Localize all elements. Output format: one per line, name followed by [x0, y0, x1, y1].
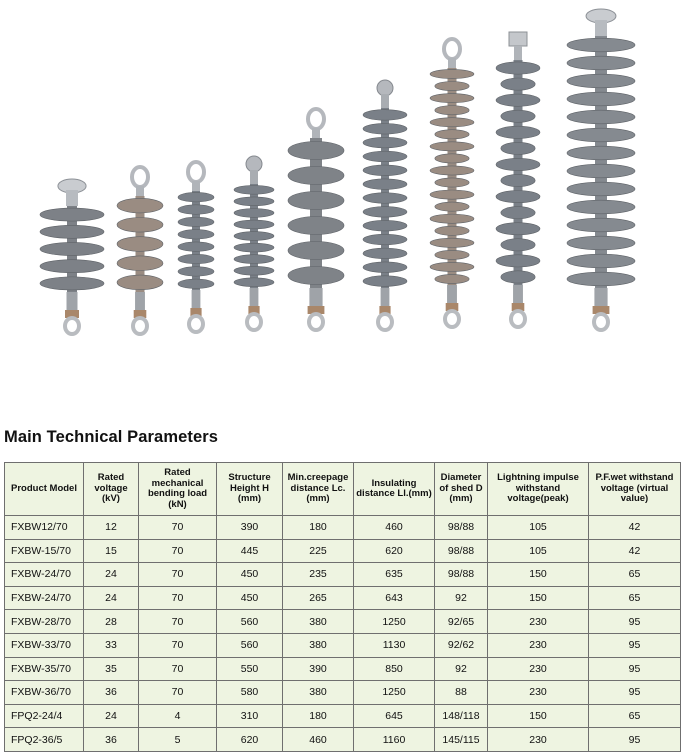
cell-insulating-distance: 850 [354, 657, 435, 681]
insulator-shed [435, 250, 469, 259]
cell-lightning-impulse: 230 [488, 681, 589, 705]
insulator-shed [501, 174, 535, 186]
insulator-shed [234, 185, 274, 194]
cell-pf-wet-withstand: 95 [589, 633, 681, 657]
insulator-shed [288, 217, 344, 235]
insulator-shed [178, 230, 214, 239]
insulator-shed [567, 92, 635, 106]
insulator-shed [234, 208, 274, 217]
cell-bending-load: 4 [139, 704, 217, 728]
cell-structure-height: 390 [217, 516, 283, 540]
insulator-shed [567, 236, 635, 250]
cell-shed-diameter: 88 [435, 681, 488, 705]
insulator-shed [567, 254, 635, 268]
insulator-shed [234, 266, 274, 275]
cell-insulating-distance: 1250 [354, 681, 435, 705]
insulator-shed [496, 191, 540, 203]
insulator-shed [430, 238, 474, 247]
table-row [5, 681, 681, 705]
insulator-shed [501, 271, 535, 283]
table-row [5, 516, 681, 540]
cell-insulating-distance: 635 [354, 563, 435, 587]
insulator-shed [430, 262, 474, 271]
insulator-core-rod [514, 60, 523, 285]
cell-pf-wet-withstand: 65 [589, 563, 681, 587]
end-fitting [312, 128, 320, 138]
end-fitting [136, 186, 144, 196]
cell-model: FXBW-24/70 [5, 563, 84, 587]
insulator-shed [178, 217, 214, 226]
insulator-shed [501, 207, 535, 219]
cell-insulating-distance: 1250 [354, 610, 435, 634]
insulator-shed [234, 197, 274, 206]
cell-rated-voltage: 28 [84, 610, 139, 634]
end-fitting [594, 288, 607, 306]
cell-lightning-impulse: 105 [488, 539, 589, 563]
cell-shed-diameter: 98/88 [435, 563, 488, 587]
section-title: Main Technical Parameters [4, 428, 219, 446]
insulator-shed [501, 78, 535, 90]
cell-rated-voltage: 24 [84, 563, 139, 587]
cell-shed-diameter: 98/88 [435, 539, 488, 563]
insulator-shed [567, 200, 635, 214]
cell-pf-wet-withstand: 95 [589, 610, 681, 634]
insulator-shed [178, 205, 214, 214]
end-fitting [247, 314, 261, 330]
insulator-shed [435, 178, 469, 187]
table-row [5, 563, 681, 587]
cell-model: FPQ2-36/5 [5, 728, 84, 752]
cell-rated-voltage: 15 [84, 539, 139, 563]
insulator-shed [178, 279, 214, 288]
cell-lightning-impulse: 150 [488, 704, 589, 728]
cell-lightning-impulse: 150 [488, 563, 589, 587]
cell-creepage-distance: 460 [283, 728, 354, 752]
cell-creepage-distance: 235 [283, 563, 354, 587]
insulator-shed [496, 62, 540, 74]
cell-pf-wet-withstand: 65 [589, 704, 681, 728]
insulator-shed [435, 226, 469, 235]
insulator-shed [496, 223, 540, 235]
insulator-shed [567, 164, 635, 178]
end-fitting [132, 167, 148, 187]
insulator-shed [288, 267, 344, 285]
insulator-shed [178, 254, 214, 263]
insulator-shed [430, 142, 474, 151]
header-shed-diameter: Diameter of shed D (mm) [435, 463, 488, 516]
cell-bending-load: 70 [139, 657, 217, 681]
cell-pf-wet-withstand: 95 [589, 657, 681, 681]
cell-pf-wet-withstand: 95 [589, 681, 681, 705]
header-insulating-distance: Insulating distance Ll.(mm) [354, 463, 435, 516]
table-row [5, 586, 681, 610]
cell-structure-height: 620 [217, 728, 283, 752]
end-fitting [509, 32, 527, 46]
end-fitting [192, 290, 201, 308]
end-fitting [514, 46, 522, 60]
cell-lightning-impulse: 230 [488, 610, 589, 634]
insulator-shed [363, 165, 407, 176]
insulator-shed [567, 182, 635, 196]
cell-creepage-distance: 380 [283, 681, 354, 705]
cell-rated-voltage: 12 [84, 516, 139, 540]
end-fitting [445, 311, 459, 327]
cell-structure-height: 550 [217, 657, 283, 681]
insulator-shed [117, 198, 163, 213]
cell-insulating-distance: 1160 [354, 728, 435, 752]
insulator-core-rod [310, 138, 322, 288]
cell-creepage-distance: 390 [283, 657, 354, 681]
technical-parameters-table [4, 462, 681, 752]
cell-insulating-distance: 643 [354, 586, 435, 610]
end-fitting [133, 318, 147, 334]
table-row [5, 704, 681, 728]
cell-lightning-impulse: 230 [488, 728, 589, 752]
insulator-shed [496, 126, 540, 138]
end-fitting [250, 288, 259, 306]
insulator-shed [288, 242, 344, 260]
insulator-shed [435, 82, 469, 91]
insulator-shed [234, 278, 274, 287]
insulator-shed [178, 242, 214, 251]
insulator-shed [40, 242, 104, 255]
table-row [5, 633, 681, 657]
cell-model: FXBW12/70 [5, 516, 84, 540]
header-rated-voltage: Rated voltage (kV) [84, 463, 139, 516]
cell-shed-diameter: 92 [435, 586, 488, 610]
cell-shed-diameter: 92/65 [435, 610, 488, 634]
cell-shed-diameter: 92 [435, 657, 488, 681]
insulator-shed [363, 207, 407, 218]
insulator-shed [567, 56, 635, 70]
header-creepage-distance: Min.creepage distance Lc.(mm) [283, 463, 354, 516]
cell-insulating-distance: 645 [354, 704, 435, 728]
cell-shed-diameter: 148/118 [435, 704, 488, 728]
cell-creepage-distance: 380 [283, 633, 354, 657]
insulator-shed [430, 190, 474, 199]
insulator-shed [363, 137, 407, 148]
insulator-product-photo [0, 0, 684, 350]
table-row [5, 728, 681, 752]
end-fitting [308, 109, 324, 129]
insulator-shed [567, 110, 635, 124]
insulator-shed [430, 166, 474, 175]
end-fitting [66, 190, 78, 206]
insulator-shed [363, 110, 407, 121]
cell-structure-height: 450 [217, 563, 283, 587]
cell-bending-load: 70 [139, 586, 217, 610]
cell-structure-height: 560 [217, 610, 283, 634]
insulator-shed [117, 218, 163, 233]
cell-bending-load: 70 [139, 681, 217, 705]
end-fitting [377, 80, 393, 96]
end-fitting [65, 318, 79, 334]
cell-insulating-distance: 1130 [354, 633, 435, 657]
end-fitting [378, 314, 392, 330]
end-fitting [444, 39, 460, 59]
cell-pf-wet-withstand: 65 [589, 586, 681, 610]
cell-model: FXBW-35/70 [5, 657, 84, 681]
insulator-shed [435, 106, 469, 115]
cell-pf-wet-withstand: 95 [589, 728, 681, 752]
insulator-shed [567, 38, 635, 52]
insulator-shed [501, 142, 535, 154]
cell-model: FXBW-24/70 [5, 586, 84, 610]
insulator-shed [435, 274, 469, 283]
insulator-shed [234, 255, 274, 264]
insulator-shed [234, 232, 274, 241]
cell-rated-voltage: 24 [84, 586, 139, 610]
insulator-shed [363, 262, 407, 273]
insulator-core-rod [595, 36, 607, 288]
insulator-shed [363, 193, 407, 204]
cell-creepage-distance: 180 [283, 704, 354, 728]
end-fitting [246, 156, 262, 172]
cell-bending-load: 70 [139, 633, 217, 657]
insulator-shed [288, 192, 344, 210]
end-fitting [67, 292, 78, 310]
insulator-shed [363, 151, 407, 162]
insulator-shed [496, 158, 540, 170]
insulator-shed [288, 167, 344, 185]
cell-creepage-distance: 180 [283, 516, 354, 540]
cell-model: FPQ2-24/4 [5, 704, 84, 728]
header-pf-wet-withstand: P.F.wet withstand voltage (virtual value) [589, 463, 681, 516]
insulator-shed [435, 130, 469, 139]
cell-lightning-impulse: 230 [488, 633, 589, 657]
cell-structure-height: 580 [217, 681, 283, 705]
insulator-shed [363, 248, 407, 259]
insulator-shed [117, 275, 163, 290]
cell-rated-voltage: 36 [84, 681, 139, 705]
insulator-shed [363, 179, 407, 190]
cell-lightning-impulse: 230 [488, 657, 589, 681]
cell-insulating-distance: 460 [354, 516, 435, 540]
table-row [5, 539, 681, 563]
insulator-shed [40, 277, 104, 290]
insulator-shed [40, 208, 104, 221]
end-fitting [448, 58, 456, 68]
insulator-shed [567, 74, 635, 88]
cell-structure-height: 445 [217, 539, 283, 563]
end-fitting [513, 285, 523, 303]
cell-rated-voltage: 36 [84, 728, 139, 752]
cell-insulating-distance: 620 [354, 539, 435, 563]
cell-rated-voltage: 24 [84, 704, 139, 728]
end-fitting [511, 311, 525, 327]
cell-model: FXBW-28/70 [5, 610, 84, 634]
insulator-shed [234, 220, 274, 229]
cell-creepage-distance: 265 [283, 586, 354, 610]
end-fitting [381, 94, 389, 108]
cell-lightning-impulse: 105 [488, 516, 589, 540]
insulator-shed [567, 218, 635, 232]
end-fitting [135, 292, 145, 310]
cell-rated-voltage: 35 [84, 657, 139, 681]
cell-creepage-distance: 380 [283, 610, 354, 634]
insulator-shed [363, 276, 407, 287]
cell-shed-diameter: 145/115 [435, 728, 488, 752]
insulator-shed [496, 94, 540, 106]
cell-bending-load: 70 [139, 539, 217, 563]
cell-model: FXBW-36/70 [5, 681, 84, 705]
end-fitting [250, 170, 258, 184]
cell-pf-wet-withstand: 42 [589, 516, 681, 540]
cell-bending-load: 70 [139, 516, 217, 540]
insulator-shed [363, 220, 407, 231]
insulator-shed [430, 94, 474, 103]
cell-model: FXBW-15/70 [5, 539, 84, 563]
insulator-shed [435, 154, 469, 163]
table-row [5, 657, 681, 681]
header-structure-height: Structure Height H (mm) [217, 463, 283, 516]
header-bending-load: Rated mechanical bending load (kN) [139, 463, 217, 516]
cell-bending-load: 5 [139, 728, 217, 752]
insulator-shed [178, 192, 214, 201]
insulator-shed [567, 272, 635, 286]
cell-structure-height: 450 [217, 586, 283, 610]
table-header-row [5, 463, 681, 516]
cell-lightning-impulse: 150 [488, 586, 589, 610]
end-fitting [189, 316, 203, 332]
insulator-shed [501, 239, 535, 251]
insulator-shed [363, 234, 407, 245]
cell-bending-load: 70 [139, 610, 217, 634]
cell-structure-height: 560 [217, 633, 283, 657]
insulator-shed [430, 118, 474, 127]
end-fitting [594, 314, 608, 330]
insulator-shed [501, 110, 535, 122]
cell-creepage-distance: 225 [283, 539, 354, 563]
end-fitting [595, 20, 607, 36]
insulator-shed [117, 256, 163, 271]
cell-rated-voltage: 33 [84, 633, 139, 657]
insulator-shed [430, 214, 474, 223]
cell-model: FXBW-33/70 [5, 633, 84, 657]
end-fitting [192, 181, 200, 191]
end-fitting [309, 314, 323, 330]
insulator-shed [435, 202, 469, 211]
cell-structure-height: 310 [217, 704, 283, 728]
cell-bending-load: 70 [139, 563, 217, 587]
insulator-shed [567, 146, 635, 160]
cell-shed-diameter: 98/88 [435, 516, 488, 540]
cell-pf-wet-withstand: 42 [589, 539, 681, 563]
insulator-shed [117, 237, 163, 252]
insulator-shed [40, 260, 104, 273]
end-fitting [447, 285, 457, 303]
insulator-shed [288, 142, 344, 160]
cell-shed-diameter: 92/62 [435, 633, 488, 657]
table-row [5, 610, 681, 634]
end-fitting [381, 288, 390, 306]
insulator-shed [178, 267, 214, 276]
insulator-shed [234, 243, 274, 252]
end-fitting [188, 162, 204, 182]
insulator-shed [40, 225, 104, 238]
insulator-shed [363, 124, 407, 135]
header-lightning-impulse: Lightning impulse withstand voltage(peak) [488, 463, 589, 516]
end-fitting [309, 288, 322, 306]
insulator-shed [567, 128, 635, 142]
insulator-shed [496, 255, 540, 267]
header-product-model: Product Model [5, 463, 84, 516]
insulator-shed [430, 69, 474, 78]
